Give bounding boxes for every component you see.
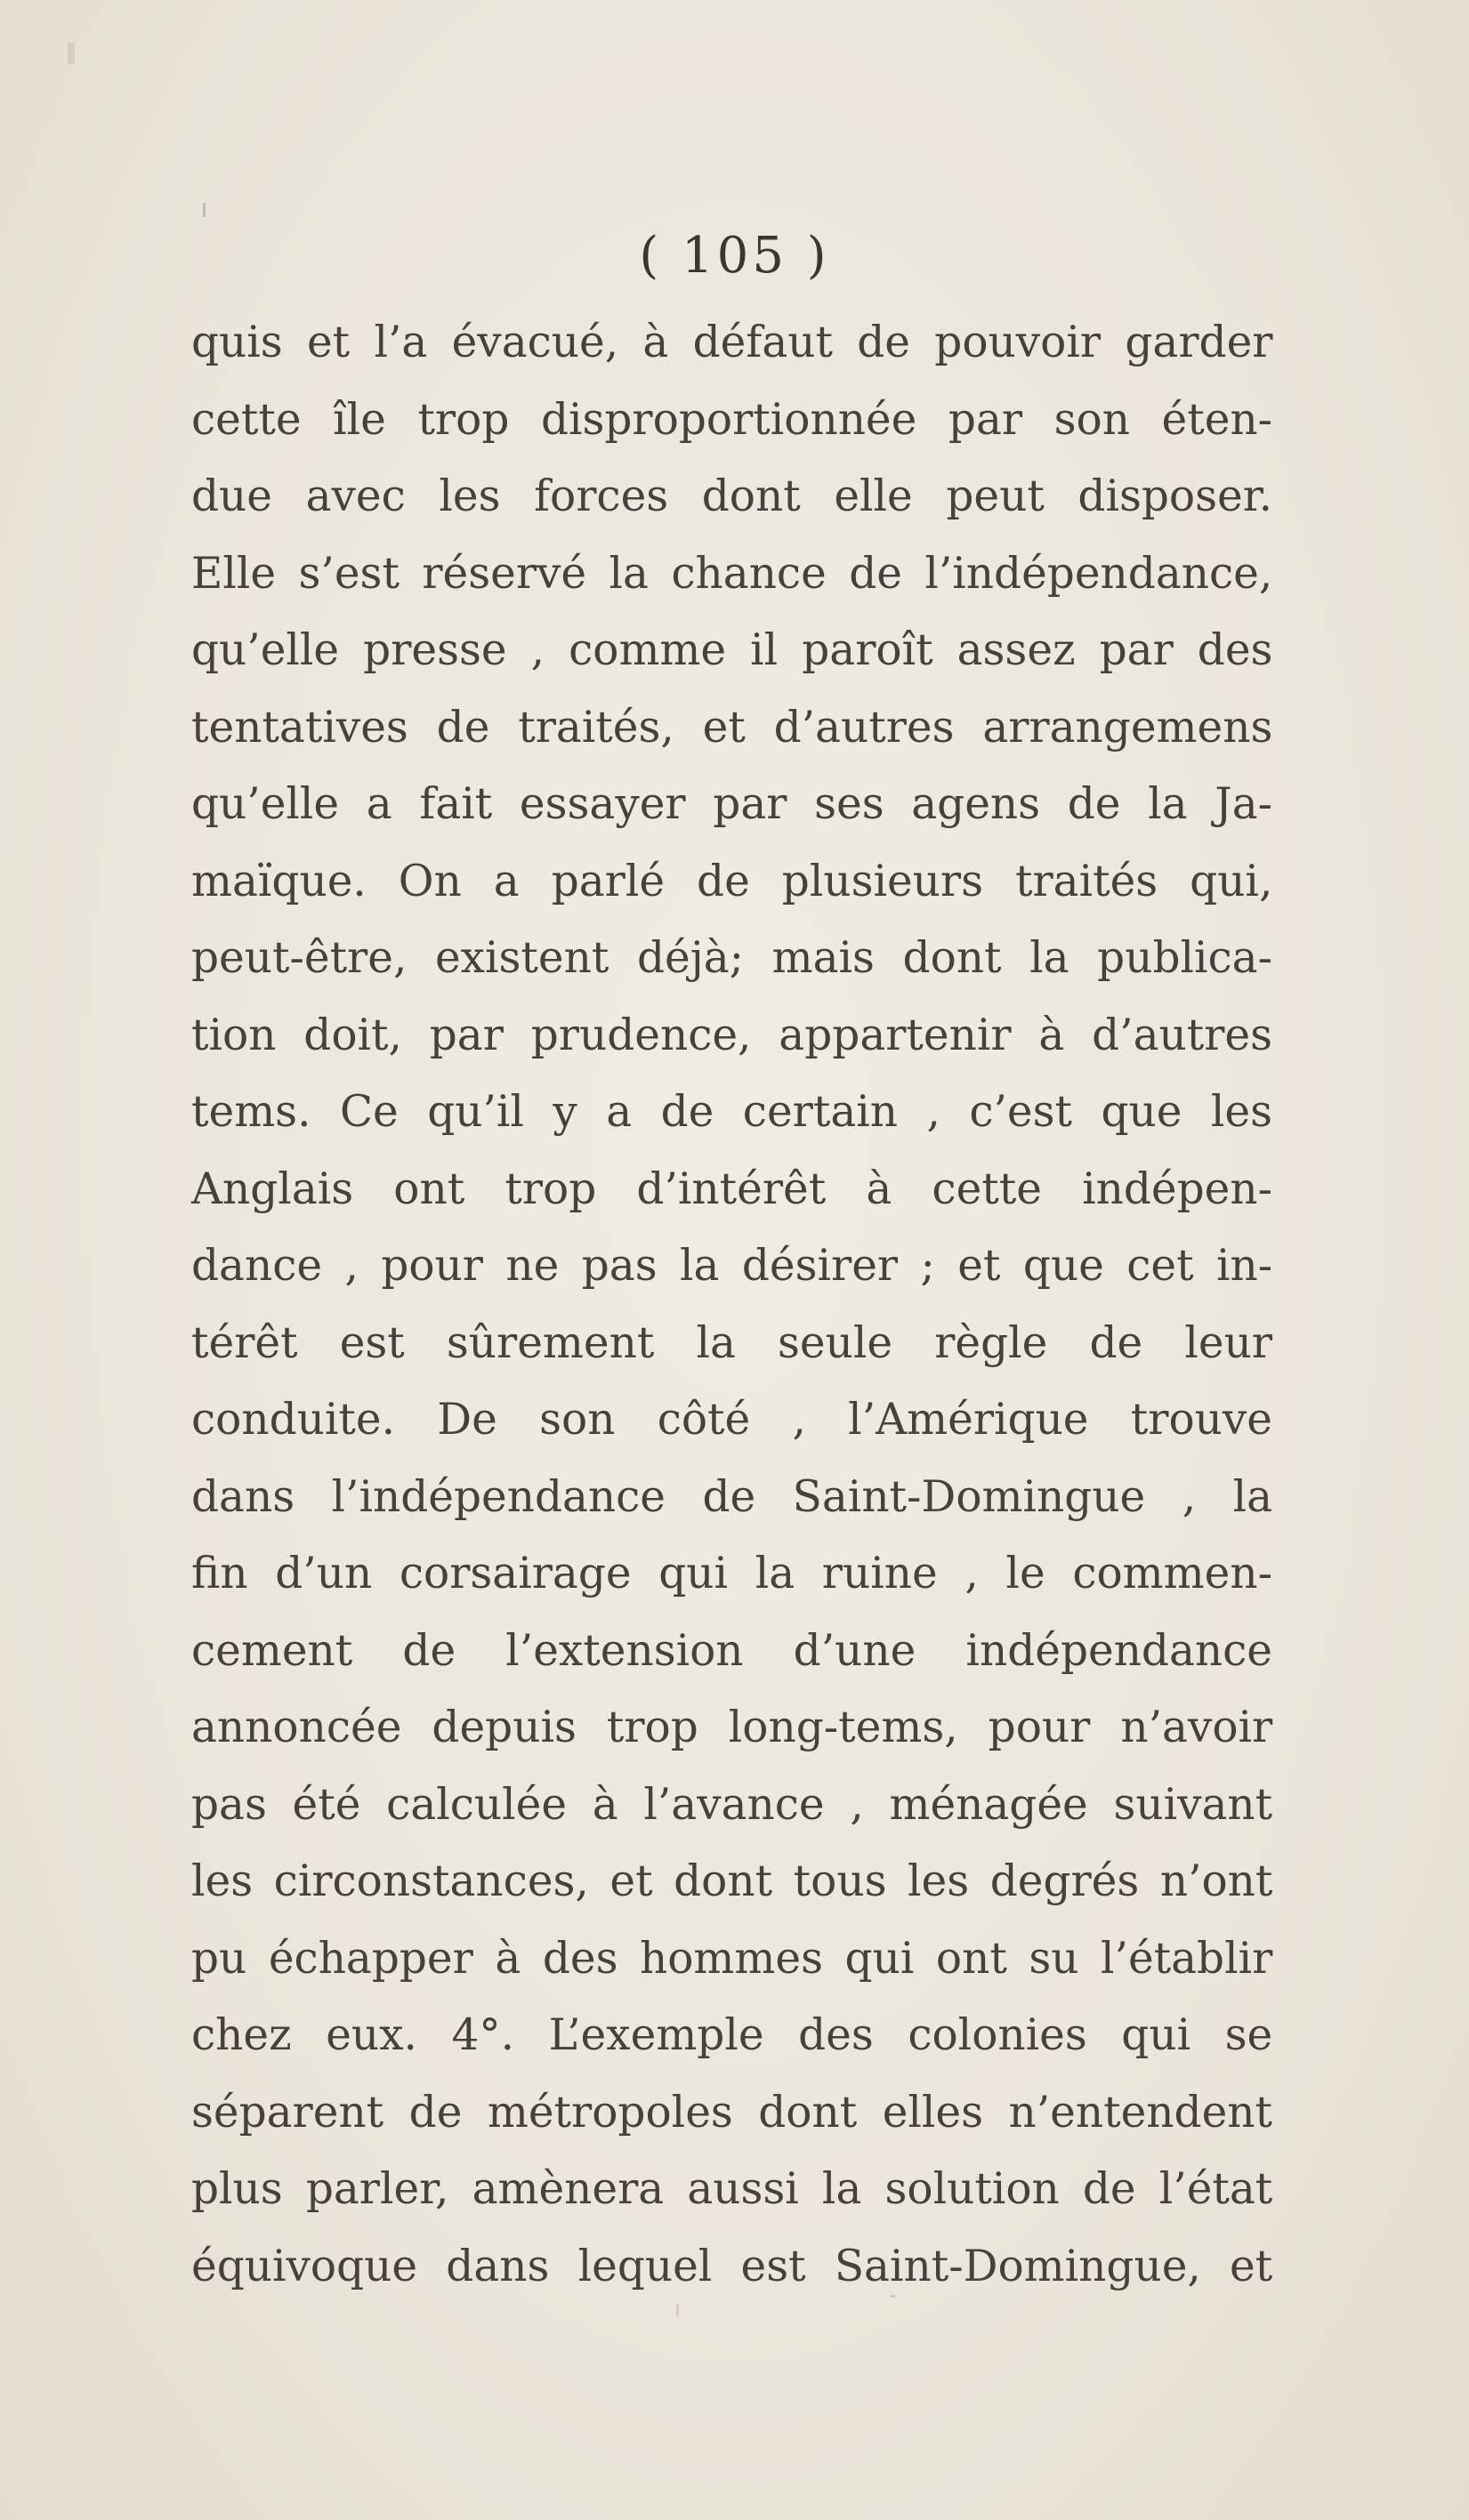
text-line: les circonstances, et dont tous les degrés n’ont [191,1856,1273,1906]
text-line: qu’elle a fait essayer par ses agens de la Ja- [191,779,1272,829]
paper-speck [676,2304,679,2316]
paper-speck [68,43,75,64]
text-line: dans l’indépendance de Saint-Domingue , la [191,1471,1272,1522]
text-line: annoncée depuis trop long-tems, pour n’avoir [191,1703,1273,1752]
text-line: tems. Ce qu’il y a de certain , c’est que les [191,1087,1272,1137]
text-line: dance , pour ne pas la désirer ; et que cet in- [191,1241,1273,1291]
text-line: tion doit, par prudence, appartenir à d’autres [191,1010,1272,1060]
text-line: maïque. On a parlé de plusieurs traités qui, [191,856,1273,906]
text-line: Elle s’est réservé la chance de l’indépendance, [191,548,1273,599]
text-line: conduite. De son côté , l’Amérique trouve [191,1395,1272,1445]
text-line: quis et l’a évacué, à défaut de pouvoir garder [191,318,1273,367]
text-line: tentatives de traités, et d’autres arrangemens [191,702,1273,753]
text-line: chez eux. 4°. L’exemple des colonies qui se [191,2010,1273,2060]
text-line: séparent de métropoles dont elles n’entendent [191,2087,1272,2138]
text-line: pas été calculée à l’avance , ménagée suivant [191,1779,1273,1830]
text-line: cement de l’extension d’une indépendance [191,1625,1272,1676]
text-line: équivoque dans lequel est Saint-Domingue, et [191,2241,1273,2291]
text-line: térêt est sûrement la seule règle de leur [191,1317,1272,1368]
body-text [191,304,1272,2305]
text-line: due avec les forces dont elle peut disposer. [191,471,1272,521]
text-line: pu échapper à des hommes qui ont su l’établir [191,1933,1273,1984]
text-line: peut-être, existent déjà; mais dont la publica- [191,933,1272,983]
text-line: cette île trop disproportionnée par son éten- [191,394,1273,445]
text-line: qu’elle presse , comme il paroît assez par des [191,625,1273,675]
text-line: Anglais ont trop d’intérêt à cette indépen- [191,1163,1272,1214]
paper-speck [203,203,206,217]
page-number: ( 105 ) [639,227,830,285]
text-line: plus parler, amènera aussi la solution de l’état [191,2164,1273,2214]
text-line: fin d’un corsairage qui la ruine , le commen- [191,1549,1272,1598]
